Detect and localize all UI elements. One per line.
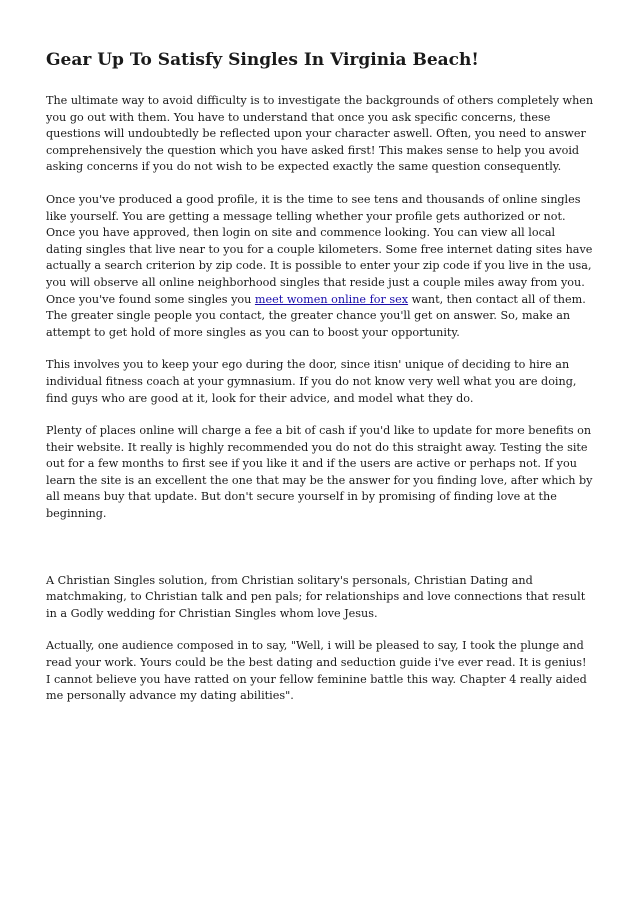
paragraph-4: Plenty of places online will charge a fee a bit of cash if you'd like to update for more benefits on their website. It really is highly recommended you do not do this straight away. Testing the site out for a few months to first see if you like it and if the users are active or perhaps not. If you learn the site is an excellent the one that may be the answer for you finding love, after which by all means buy that update. But don't secure yourself in by promising of finding love at the beginning. bbox=[46, 424, 593, 521]
document-page bbox=[46, 0, 594, 705]
meet-women-link[interactable]: meet women online for sex bbox=[254, 292, 409, 306]
paragraph-6: Actually, one audience composed in to say, "Well, i will be pleased to say, I took the plunge and read your work. Yours could be the best dating and seduction guide i've ever read. It is genius! I cannot believe you have ratted on your fellow feminine battle this way. Chapter 4 really aided me personally advance my dating abilities". bbox=[46, 639, 587, 703]
paragraph-2-text-before: Once you've produced a good profile, it is the time to see tens and thousands of online singles like yourself. You are getting a message telling whether your profile gets authorized or not. Once you have approved, then login on site and commence looking. You can view all local dating singles that live near to you for a couple kilometers. Some free internet dating sites have actually a search criterion by zip code. It is possible to enter your zip code if you live in the usa, you will observe all online neighborhood singles that reside just a couple miles away from you. Once you've found some singles you bbox=[46, 192, 593, 306]
paragraph-3: This involves you to keep your ego during the door, since itisn' unique of deciding to hire an individual fitness coach at your gymnasium. If you do not know very well what you are doing, find guys who are good at it, look for their advice, and model what they do. bbox=[46, 358, 577, 405]
paragraph-1: The ultimate way to avoid difficulty is to investigate the backgrounds of others completely when you go out with them. You have to understand that once you ask specific concerns, these questions will undoubtedly be reflected upon your character aswell. Often, you need to answer comprehensively the question which you have asked first! This makes sense to help you avoid asking concerns if you do not wish to be expected exactly the same question consequently. bbox=[46, 94, 594, 174]
paragraph-2-text-after: want, then contact all of them. The greater single people you contact, the greater chance you'll get on answer. So, make an attempt to get hold of more singles as you can to boost your opportunity. bbox=[46, 292, 586, 339]
page-title: Gear Up To Satisfy Singles In Virginia Beach! bbox=[46, 50, 479, 70]
paragraph-5: A Christian Singles solution, from Christian solitary's personals, Christian Dating and matchmaking, to Christian talk and pen pals; for relationships and love connections that result in a Godly wedding for Christian Singles whom love Jesus. bbox=[46, 573, 586, 620]
paragraph-2 bbox=[46, 192, 594, 341]
